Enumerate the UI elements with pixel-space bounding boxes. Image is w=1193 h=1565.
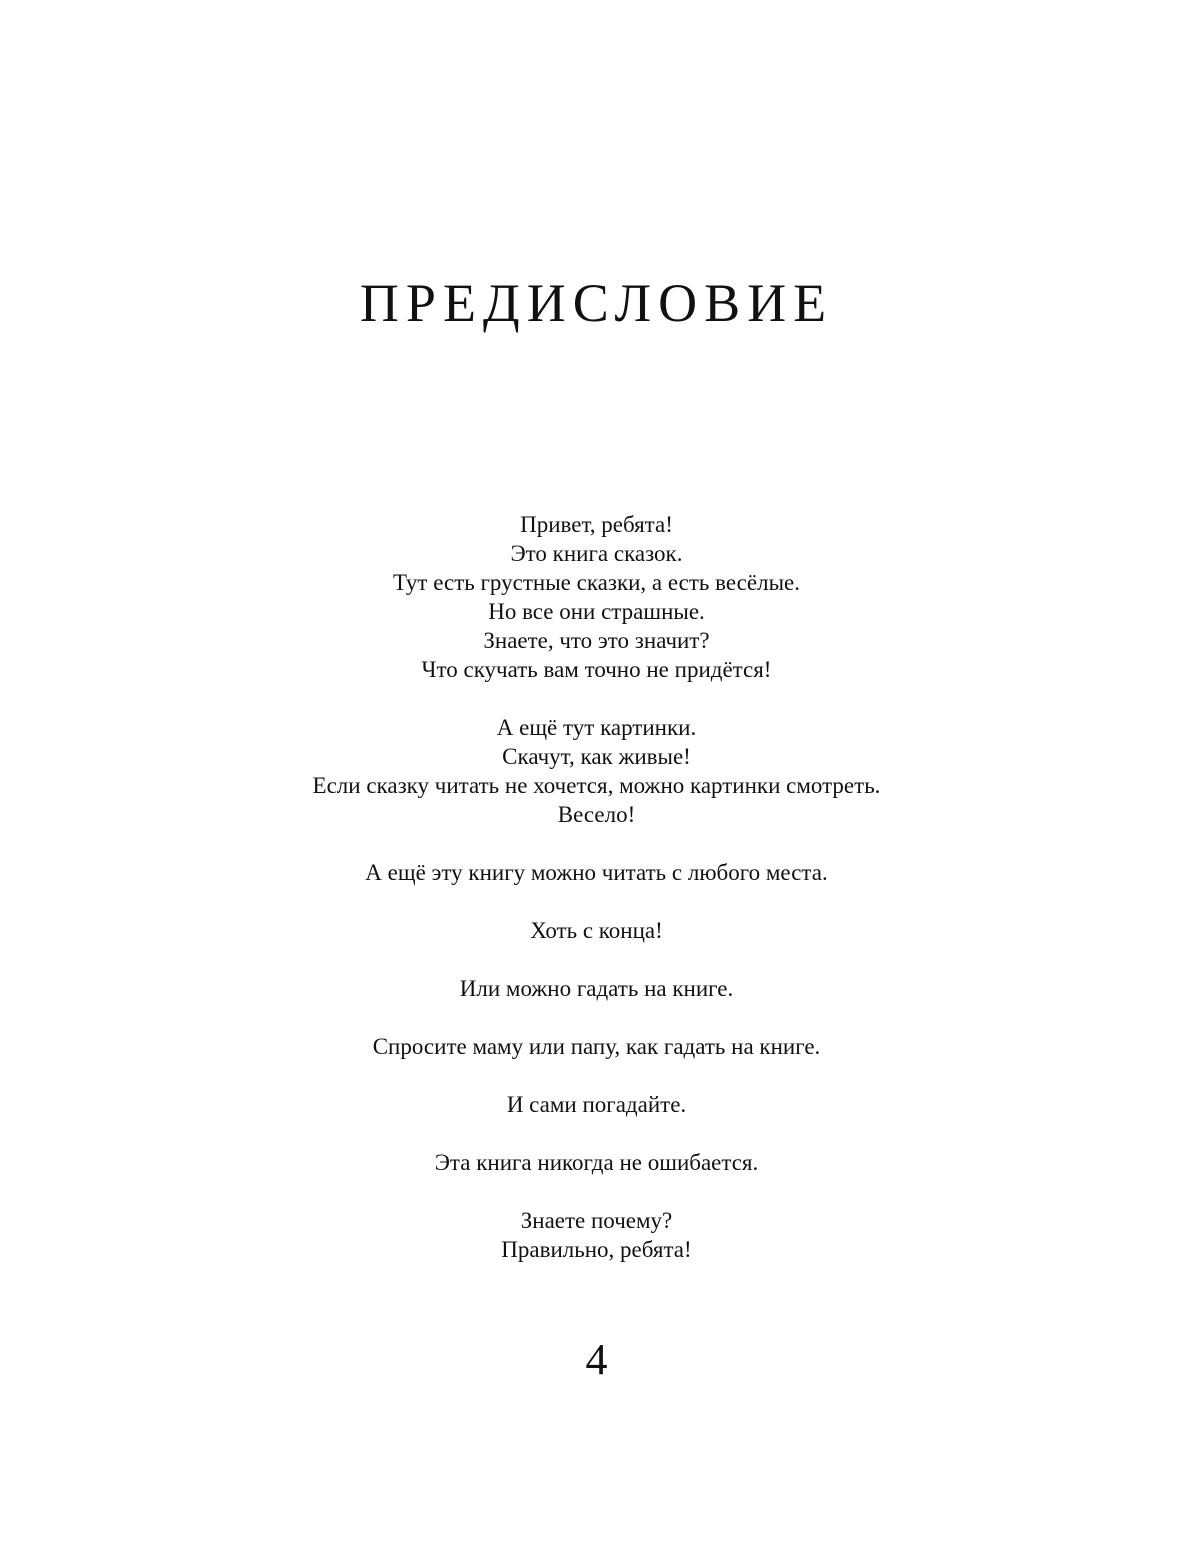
stanza xyxy=(0,1090,1193,1119)
stanza xyxy=(0,916,1193,945)
stanza xyxy=(0,974,1193,1003)
text-line: Привет, ребята! xyxy=(520,512,673,537)
text-line: И сами погадайте. xyxy=(506,1092,687,1117)
preface-text xyxy=(0,510,1193,1293)
text-line: Правильно, ребята! xyxy=(501,1237,692,1262)
page-title: ПРЕДИСЛОВИЕ xyxy=(359,273,834,333)
text-line: Весело! xyxy=(557,802,636,827)
text-line: Эта книга никогда не ошибается. xyxy=(434,1150,759,1175)
stanza xyxy=(0,1148,1193,1177)
stanza xyxy=(0,1206,1193,1264)
stanza xyxy=(0,713,1193,829)
text-line: Знаете почему? xyxy=(520,1208,673,1233)
text-line: Знаете, что это значит? xyxy=(483,628,710,653)
stanza xyxy=(0,858,1193,887)
text-line: Тут есть грустные сказки, а есть весёлые. xyxy=(393,570,800,595)
text-line: А ещё эту книгу можно читать с любого места. xyxy=(365,860,828,885)
text-line: Но все они страшные. xyxy=(488,599,705,624)
text-line: Спросите маму или папу, как гадать на книге. xyxy=(372,1034,821,1059)
stanza xyxy=(0,1032,1193,1061)
text-line: Или можно гадать на книге. xyxy=(459,976,734,1001)
text-line: Если сказку читать не хочется, можно картинки смотреть. xyxy=(312,773,881,798)
stanza xyxy=(0,510,1193,684)
text-line: Это книга сказок. xyxy=(510,541,683,566)
text-line: А ещё тут картинки. xyxy=(496,715,697,740)
page-number: 4 xyxy=(585,1335,608,1384)
text-line: Что скучать вам точно не придётся! xyxy=(421,657,772,682)
text-line: Хоть с конца! xyxy=(530,918,663,943)
text-line: Скачут, как живые! xyxy=(502,744,691,769)
